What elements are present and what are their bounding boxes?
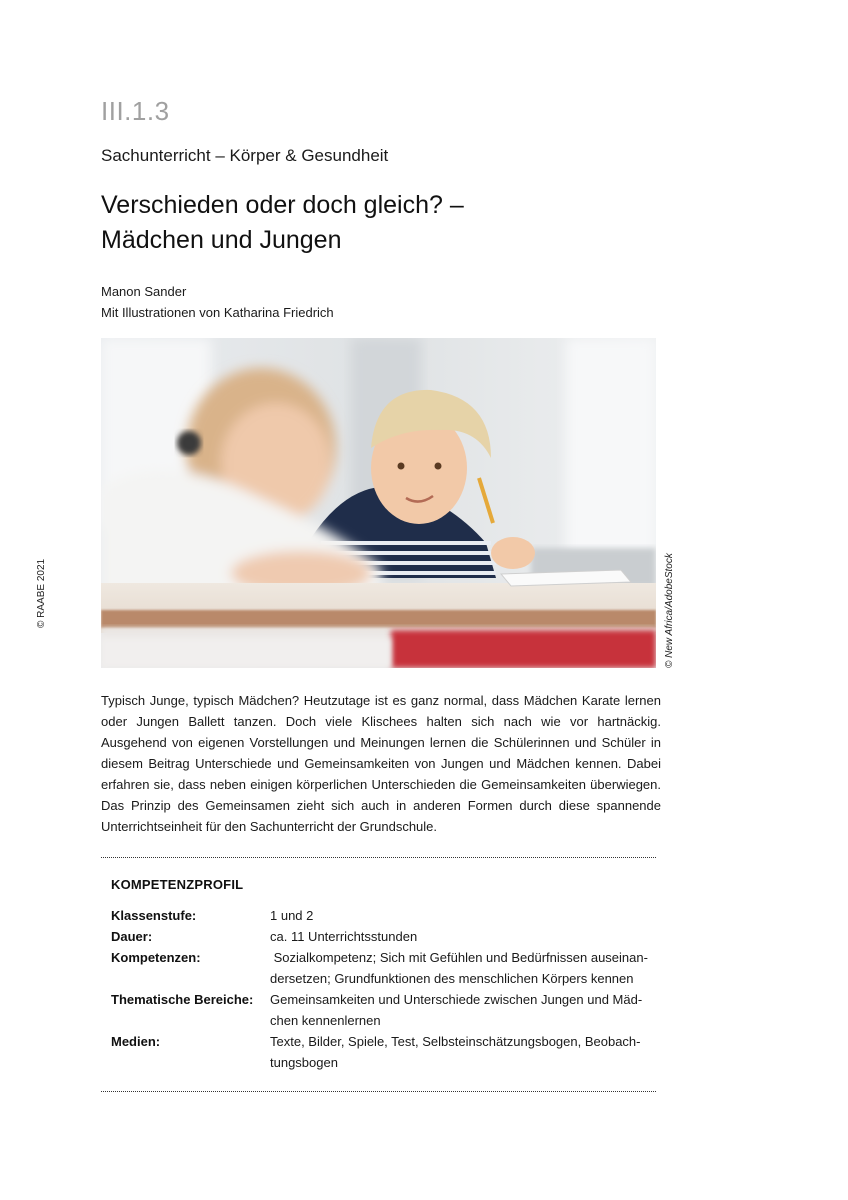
profile-value-line: Sozialkompetenz; Sich mit Gefühlen und Bedürfnissen auseinan- xyxy=(270,950,648,965)
profile-label: Thematische Bereiche: xyxy=(111,992,254,1007)
author-block xyxy=(101,281,334,323)
intro-paragraph: Typisch Junge, typisch Mädchen? Heutzutage ist es ganz normal, dass Mädchen Karate lernen oder Jungen Ballett tanzen. Doch viele Klischees halten sich nach wie vor hartnäckig. Ausgehend von eigenen Vorstellungen und Meinungen lernen die Schülerinnen und Schüler in diesem Beitrag Unterschiede und Gemeinsamkeiten von Jungen und Mädchen kennen. Dabei erfahren sie, dass neben einigen körperlichen Unterschieden die Gemeinsamkeiten überwiegen. Das Prinzip des Gemeinsamen zieht sich auch in anderen Formen durch diese spannende Unterrichtseinheit für den Sachunterricht der Grundschule. xyxy=(101,693,661,834)
illustrator-credit: Mit Illustrationen von Katharina Friedrich xyxy=(101,305,334,320)
profile-value xyxy=(270,905,650,926)
profile-value-line: Gemeinsamkeiten und Unterschiede zwischen Jungen und Mäd- xyxy=(270,992,643,1007)
page-title xyxy=(101,188,661,258)
section-number: III.1.3 xyxy=(101,96,170,126)
title-line-1: Verschieden oder doch gleich? – xyxy=(101,191,464,219)
profile-value-line: Texte, Bilder, Spiele, Test, Selbsteinschätzungsbogen, Beobach- xyxy=(270,1034,641,1049)
classroom-photo-illustration xyxy=(101,338,656,668)
profile-label: Dauer: xyxy=(111,929,153,944)
profile-value xyxy=(270,989,650,1031)
side-copyright: © RAABE 2021 xyxy=(36,558,47,628)
profile-value xyxy=(270,947,650,989)
profile-value xyxy=(270,926,650,947)
profile-label: Klassenstufe: xyxy=(111,908,197,923)
author-name: Manon Sander xyxy=(101,284,187,299)
divider-top xyxy=(101,857,656,858)
profile-value-line: tungsbogen xyxy=(270,1055,338,1070)
subject-heading: Sachunterricht – Körper & Gesundheit xyxy=(101,146,389,165)
title-line-2: Mädchen und Jungen xyxy=(101,226,342,254)
profile-value xyxy=(270,1031,650,1073)
profile-label: Kompetenzen: xyxy=(111,950,201,965)
profile-label: Medien: xyxy=(111,1034,161,1049)
photo-credit: © New Africa/AdobeStock xyxy=(664,553,675,668)
competence-profile-heading: KOMPETENZPROFIL xyxy=(111,877,244,892)
divider-bottom xyxy=(101,1091,656,1092)
profile-value-line: 1 und 2 xyxy=(270,908,314,923)
profile-value-line: ca. 11 Unterrichtsstunden xyxy=(270,929,418,944)
classroom-photo xyxy=(101,338,656,668)
profile-value-line: chen kennenlernen xyxy=(270,1013,381,1028)
profile-value-line: dersetzen; Grundfunktionen des menschlichen Körpers kennen xyxy=(270,971,634,986)
